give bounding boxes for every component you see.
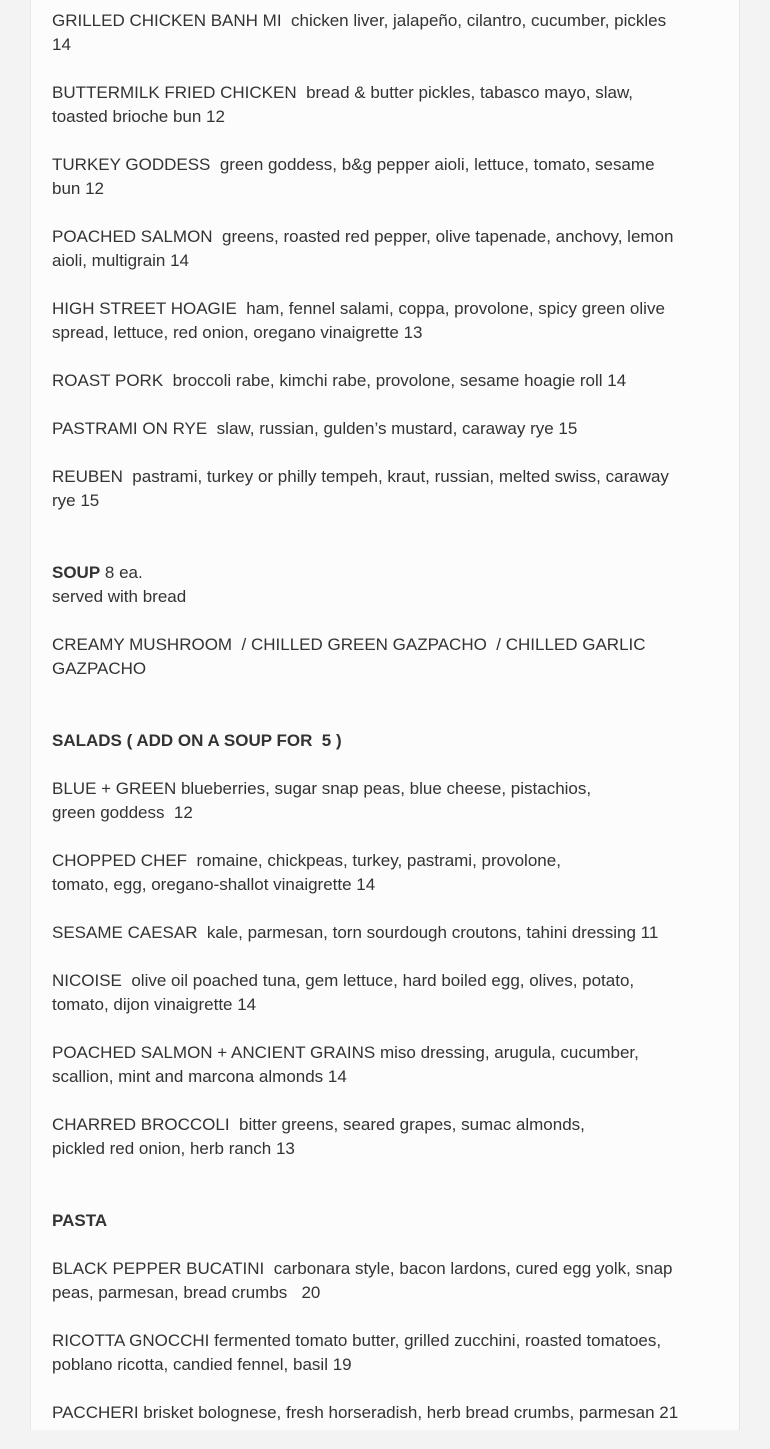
menu-item-line: HIGH STREET HOAGIE ham, fennel salami, coppa, provolone, spicy green olive — [52, 299, 665, 318]
menu-page — [30, 0, 740, 1430]
soup-items — [52, 633, 722, 681]
menu-item-line: BLUE + GREEN blueberries, sugar snap peas, blue cheese, pistachios, — [52, 779, 592, 798]
menu-item-line: RICOTTA GNOCCHI fermented tomato butter, grilled zucchini, roasted tomatoes, — [52, 1331, 662, 1350]
menu-item-nicoise — [52, 969, 722, 1017]
section-spacer — [52, 705, 722, 729]
menu-item-charred-broccoli — [52, 1113, 722, 1161]
menu-item-line: CHARRED BROCCOLI bitter greens, seared grapes, sumac almonds, — [52, 1115, 585, 1134]
menu-item-line: GRILLED CHICKEN BANH MI chicken liver, jalapeño, cilantro, cucumber, pickles — [52, 11, 667, 30]
menu-item-line: scallion, mint and marcona almonds 14 — [52, 1067, 347, 1086]
menu-item-pastrami — [52, 417, 722, 441]
menu-item-paccheri — [52, 1401, 722, 1425]
section-spacer — [52, 537, 722, 561]
soup-heading — [52, 561, 722, 585]
menu-item-line: NICOISE olive oil poached tuna, gem lettuce, hard boiled egg, olives, potato, — [52, 971, 635, 990]
menu-item-line: SESAME CAESAR kale, parmesan, torn sourdough croutons, tahini dressing 11 — [52, 923, 659, 942]
menu-item-line: 14 — [52, 35, 71, 54]
menu-item-line: PACCHERI brisket bolognese, fresh horseradish, herb bread crumbs, parmesan 21 — [52, 1403, 679, 1422]
menu-item-fried-chicken — [52, 81, 722, 129]
menu-item-reuben — [52, 465, 722, 513]
menu-item-poached-salmon — [52, 225, 722, 273]
soup-subtitle: served with bread — [52, 587, 187, 606]
menu-item-line: peas, parmesan, bread crumbs 20 — [52, 1283, 321, 1302]
menu-item-banh-mi — [52, 9, 722, 57]
menu-item-hoagie — [52, 297, 722, 345]
menu-item-salmon-grains — [52, 1041, 722, 1089]
salads-heading: SALADS ( ADD ON A SOUP FOR 5 ) — [52, 731, 342, 750]
menu-item-line: PASTRAMI ON RYE slaw, russian, gulden’s mustard, caraway rye 15 — [52, 419, 578, 438]
menu-item-line: GAZPACHO — [52, 659, 147, 678]
section-title: SOUP — [52, 563, 101, 582]
menu-item-line: spread, lettuce, red onion, oregano vinaigrette 13 — [52, 323, 423, 342]
menu-item-line: ROAST PORK broccoli rabe, kimchi rabe, provolone, sesame hoagie roll 14 — [52, 371, 627, 390]
menu-item-bucatini — [52, 1257, 722, 1305]
soup-price: 8 ea. — [100, 563, 143, 582]
pasta-heading: PASTA — [52, 1211, 108, 1230]
menu-item-line: rye 15 — [52, 491, 100, 510]
menu-item-line: tomato, egg, oregano-shallot vinaigrette 14 — [52, 875, 376, 894]
menu-item-line: green goddess 12 — [52, 803, 193, 822]
menu-item-chopped-chef — [52, 849, 722, 897]
menu-item-line: REUBEN pastrami, turkey or philly tempeh, kraut, russian, melted swiss, caraway — [52, 467, 669, 486]
menu-item-roast-pork — [52, 369, 722, 393]
menu-item-line: POACHED SALMON greens, roasted red pepper, olive tapenade, anchovy, lemon — [52, 227, 674, 246]
menu-content — [52, 9, 722, 1449]
menu-item-blue-green — [52, 777, 722, 825]
menu-item-line: TURKEY GODDESS green goddess, b&g pepper aioli, lettuce, tomato, sesame — [52, 155, 655, 174]
menu-item-line: pickled red onion, herb ranch 13 — [52, 1139, 295, 1158]
menu-item-sesame-caesar — [52, 921, 722, 945]
menu-item-line: tomato, dijon vinaigrette 14 — [52, 995, 257, 1014]
menu-item-line: BLACK PEPPER BUCATINI carbonara style, bacon lardons, cured egg yolk, snap — [52, 1259, 673, 1278]
menu-item-line: bun 12 — [52, 179, 104, 198]
menu-item-gnocchi — [52, 1329, 722, 1377]
menu-item-line: CHOPPED CHEF romaine, chickpeas, turkey, pastrami, provolone, — [52, 851, 561, 870]
menu-item-line: POACHED SALMON + ANCIENT GRAINS miso dressing, arugula, cucumber, — [52, 1043, 639, 1062]
section-spacer — [52, 1185, 722, 1209]
menu-item-line: CREAMY MUSHROOM / CHILLED GREEN GAZPACHO / CHILLED GARLIC — [52, 635, 646, 654]
menu-item-line: BUTTERMILK FRIED CHICKEN bread & butter pickles, tabasco mayo, slaw, — [52, 83, 634, 102]
menu-item-line: aioli, multigrain 14 — [52, 251, 190, 270]
menu-item-line: toasted brioche bun 12 — [52, 107, 225, 126]
menu-item-turkey-goddess — [52, 153, 722, 201]
menu-item-line: poblano ricotta, candied fennel, basil 19 — [52, 1355, 352, 1374]
